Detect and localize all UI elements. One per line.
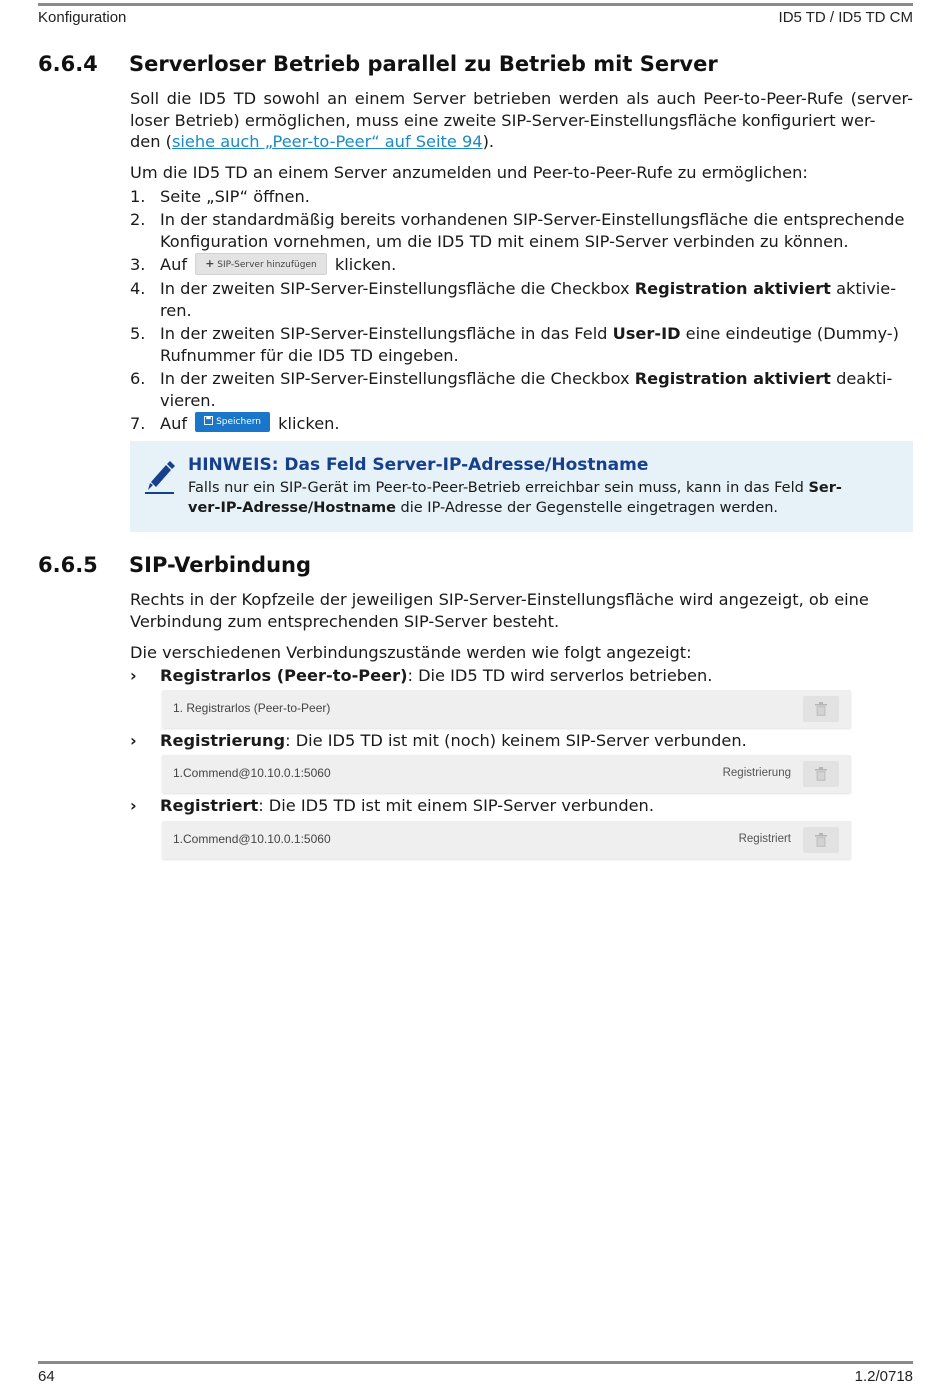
footer-rule (38, 1361, 913, 1364)
delete-button[interactable] (803, 761, 839, 787)
step-text: klicken. (278, 413, 340, 433)
intro-line: loser Betrieb) ermöglichen, muss eine zweite SIP-Server-Einstellungsfläche konfiguriert wer- (130, 110, 876, 130)
note-text (188, 478, 888, 518)
state-text (160, 730, 747, 752)
connection-status: Registriert (738, 833, 791, 845)
step-text: In der zweiten SIP-Server-Einstellungsfläche die Checkbox (160, 278, 635, 298)
step-text: vieren. (160, 390, 216, 410)
step-text: eine eindeutige (Dummy-) (680, 323, 899, 343)
section-664-intro (130, 88, 913, 153)
step-item (130, 368, 913, 412)
step-text: aktivie- (830, 278, 897, 298)
delete-button[interactable] (803, 827, 839, 853)
step-bold: Registration aktiviert (634, 368, 831, 388)
state-desc: : Die ID5 TD ist mit einem SIP-Server verbunden. (258, 796, 654, 815)
step-item (130, 254, 913, 277)
step-number: 2. (130, 210, 146, 229)
step-text: klicken. (334, 255, 397, 274)
floppy-disk-icon (204, 416, 213, 425)
state-text (160, 795, 654, 817)
intro-line: Soll die ID5 TD sowohl an einem Server betrieben werden als auch Peer-to-Peer-Rufe (server- (130, 89, 913, 108)
step-item (130, 413, 913, 435)
section-665-number: 6.6.5 (38, 553, 98, 577)
section-664-lead: Um die ID5 TD an einem Server anzumelden und Peer-to-Peer-Rufe zu ermöglichen: (130, 163, 808, 182)
step-text: In der zweiten SIP-Server-Einstellungsfläche in das Feld (160, 323, 613, 343)
sip-server-bar (162, 821, 851, 859)
intro-line: Rechts in der Kopfzeile der jeweiligen SIP-Server-Einstellungsfläche wird angezeigt, ob eine (130, 590, 869, 609)
header-rule (38, 3, 913, 6)
add-sip-server-button-label: SIP-Server hinzufügen (217, 259, 317, 270)
step-item (130, 278, 913, 322)
document-version: 1.2/0718 (854, 1368, 913, 1385)
state-text (160, 665, 712, 687)
note-title: HINWEIS: Das Feld Server-IP-Adresse/Hostname (188, 455, 649, 475)
steps-list (130, 186, 913, 435)
trash-icon (815, 702, 827, 716)
sip-server-name: 1.Commend@10.10.0.1:5060 (173, 766, 331, 780)
step-text: Auf (160, 413, 188, 433)
step-bold: User-ID (612, 323, 681, 343)
section-664-title: Serverloser Betrieb parallel zu Betrieb mit Server (129, 52, 718, 76)
step-number: 6. (130, 368, 146, 388)
peer-to-peer-link[interactable]: siehe auch „Peer-to-Peer“ auf Seite 94 (171, 132, 483, 151)
plus-icon: + (205, 256, 215, 270)
sip-server-name: 1. Registrarlos (Peer-to-Peer) (173, 701, 331, 715)
state-label: Registrarlos (Peer-to-Peer) (160, 666, 408, 685)
intro-line-prefix: den ( (130, 132, 172, 151)
trash-icon (815, 767, 827, 781)
section-664-heading (38, 52, 718, 76)
note-box (130, 441, 913, 532)
save-button[interactable] (195, 412, 270, 432)
delete-button[interactable] (803, 696, 839, 722)
step-number: 3. (130, 255, 146, 274)
sip-server-name: 1.Commend@10.10.0.1:5060 (173, 832, 331, 846)
state-desc: : Die ID5 TD ist mit (noch) keinem SIP-Server verbunden. (285, 731, 747, 750)
intro-line: Verbindung zum entsprechenden SIP-Server besteht. (130, 611, 560, 631)
bullet-arrow: › (130, 731, 137, 750)
note-text-bold: Ser- (808, 480, 842, 496)
step-text: In der zweiten SIP-Server-Einstellungsfläche die Checkbox (160, 368, 635, 388)
step-text: ren. (160, 300, 192, 320)
step-text: Rufnummer für die ID5 TD eingeben. (160, 345, 459, 365)
header-product: ID5 TD / ID5 TD CM (778, 9, 913, 26)
add-sip-server-button[interactable] (195, 253, 326, 275)
step-item (130, 323, 913, 367)
step-text: In der standardmäßig bereits vorhandenen SIP-Server-Einstellungsfläche die entsprechende (160, 210, 905, 229)
bullet-arrow: › (130, 666, 137, 685)
sip-server-bar (162, 755, 851, 793)
note-text-part: die IP-Adresse der Gegenstelle eingetragen werden. (395, 500, 779, 516)
section-665-lead: Die verschiedenen Verbindungszustände werden wie folgt angezeigt: (130, 643, 692, 662)
connection-status: Registrierung (722, 767, 791, 779)
section-664-number: 6.6.4 (38, 52, 98, 76)
note-text-bold: ver-IP-Adresse/Hostname (188, 500, 396, 516)
step-bold: Registration aktiviert (634, 278, 831, 298)
state-desc: : Die ID5 TD wird serverlos betrieben. (407, 666, 713, 685)
state-label: Registrierung (160, 731, 286, 750)
step-number: 5. (130, 323, 146, 343)
section-665-title: SIP-Verbindung (129, 553, 311, 577)
trash-icon (815, 833, 827, 847)
page-number: 64 (38, 1368, 55, 1385)
step-item (130, 186, 913, 208)
note-text-part: Falls nur ein SIP-Gerät im Peer-to-Peer-Betrieb erreichbar sein muss, kann in das Feld (188, 480, 809, 496)
step-text: deakti- (830, 368, 893, 388)
section-665-heading (38, 553, 311, 577)
state-label: Registriert (160, 796, 259, 815)
step-text: Auf (160, 255, 188, 274)
sip-server-bar (162, 690, 851, 728)
step-number: 4. (130, 278, 146, 298)
step-text: Seite „SIP“ öffnen. (160, 187, 310, 206)
step-item (130, 209, 913, 253)
pencil-icon (144, 459, 176, 495)
step-text: Konfiguration vornehmen, um die ID5 TD mit einem SIP-Server verbinden zu können. (160, 232, 849, 251)
header-chapter: Konfiguration (38, 9, 127, 26)
step-number: 7. (130, 413, 146, 433)
bullet-arrow: › (130, 796, 137, 815)
intro-line-suffix: ). (482, 132, 495, 151)
save-button-label: Speichern (216, 417, 261, 427)
step-number: 1. (130, 187, 146, 206)
section-665-intro (130, 589, 913, 632)
